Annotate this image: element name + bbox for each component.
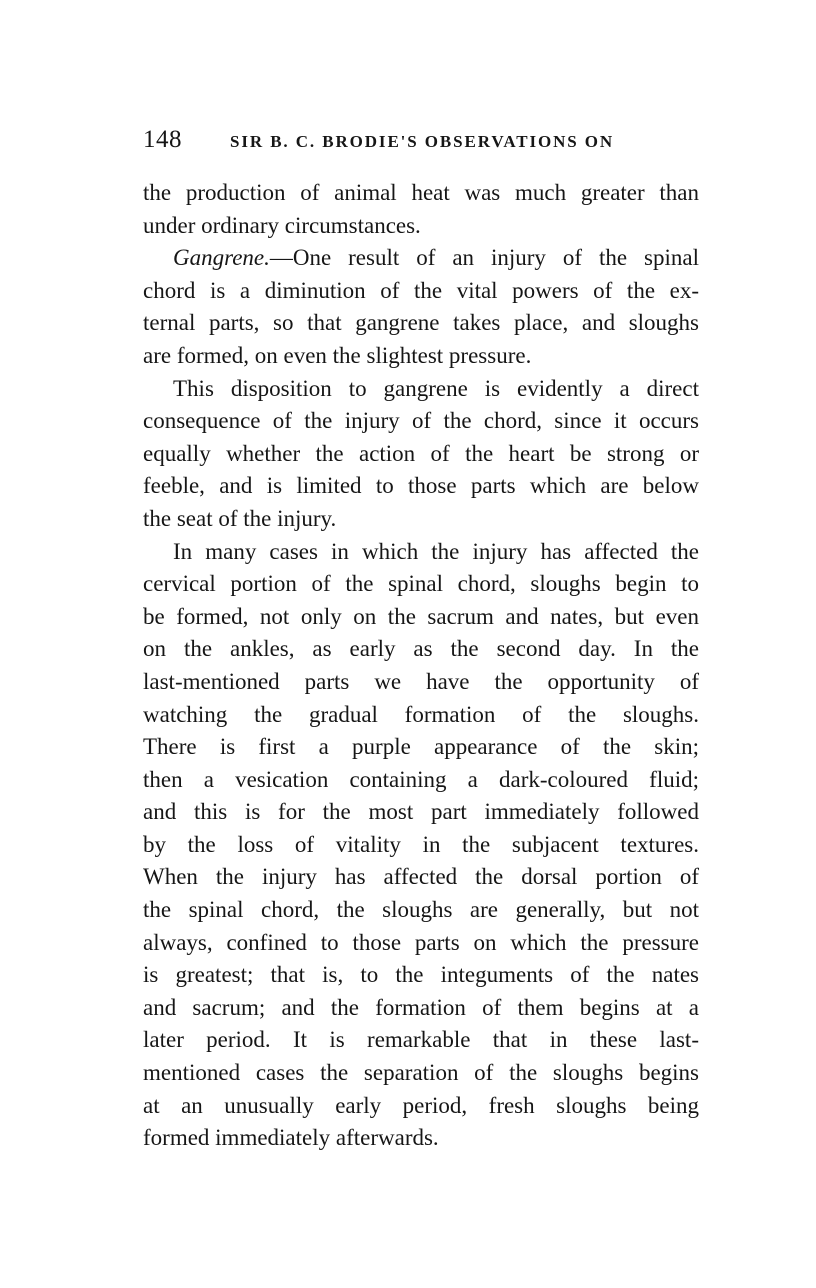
- text-line: ternal parts, so that gangrene takes place, and sloughs: [143, 310, 699, 336]
- text-line: always, confined to those parts on which the pressure: [143, 929, 699, 955]
- text-line: consequence of the injury of the chord, since it occurs: [143, 408, 699, 434]
- text-line: When the injury has affected the dorsal portion of: [143, 864, 699, 890]
- text-line: under ordinary circumstances.: [143, 212, 421, 238]
- text-line: watching the gradual formation of the sloughs.: [143, 701, 699, 727]
- body-text: [143, 177, 699, 1155]
- text-line: then a vesication containing a dark-coloured fluid;: [143, 766, 699, 792]
- running-head: [143, 124, 703, 156]
- text-line: In many cases in which the injury has affected the: [173, 538, 699, 564]
- text-line: are formed, on even the slightest pressure.: [143, 342, 532, 368]
- text-line: later period. It is remarkable that in these last-: [143, 1027, 699, 1053]
- text-line: at an unusually early period, fresh sloughs being: [143, 1092, 699, 1118]
- text-line: [143, 242, 699, 275]
- running-title: SIR B. C. BRODIE'S OBSERVATIONS ON: [230, 132, 615, 151]
- text-line: and this is for the most part immediately followed: [143, 799, 699, 825]
- text-line: the production of animal heat was much greater than: [143, 180, 699, 205]
- page-number: 148: [143, 126, 182, 153]
- text-line: by the loss of vitality in the subjacent textures.: [143, 831, 699, 857]
- text-line: formed immediately afterwards.: [143, 1125, 439, 1151]
- text-line: last-mentioned parts we have the opportunity of: [143, 668, 699, 694]
- text-line: equally whether the action of the heart be strong or: [143, 440, 699, 466]
- paragraph-3: [143, 373, 699, 536]
- text-line: on the ankles, as early as the second day. In the: [143, 636, 699, 662]
- text-line: mentioned cases the separation of the sloughs begins: [143, 1060, 699, 1086]
- text-line: This disposition to gangrene is evidently a direct: [173, 375, 699, 401]
- paragraph-1: [143, 177, 699, 242]
- paragraph-4: [143, 536, 699, 1155]
- text-run: —One result of an injury of the spinal: [269, 245, 699, 271]
- paragraph-gangrene: [143, 242, 699, 372]
- text-line: feeble, and is limited to those parts which are below: [143, 473, 699, 499]
- text-line: cervical portion of the spinal chord, sloughs begin to: [143, 571, 699, 597]
- section-heading-gangrene: Gangrene.: [173, 245, 270, 271]
- text-line: the spinal chord, the sloughs are generally, but not: [143, 897, 699, 923]
- text-line: is greatest; that is, to the integuments of the nates: [143, 962, 699, 988]
- text-line: chord is a diminution of the vital powers of the ex-: [143, 277, 699, 303]
- text-line: There is first a purple appearance of the skin;: [143, 734, 699, 760]
- text-line: and sacrum; and the formation of them begins at a: [143, 994, 699, 1020]
- text-line: be formed, not only on the sacrum and nates, but even: [143, 603, 699, 629]
- text-line: the seat of the injury.: [143, 505, 337, 531]
